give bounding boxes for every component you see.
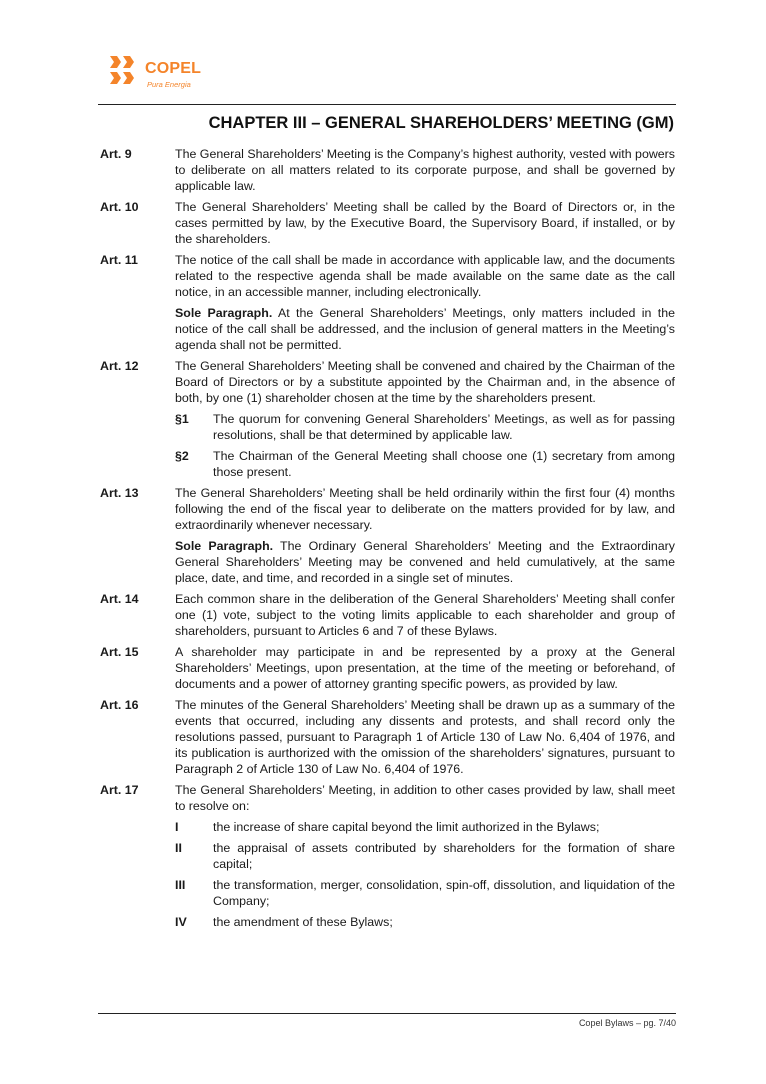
item-roman-numeral: III (175, 878, 186, 892)
item-text: the appraisal of assets contributed by shareholders for the formation of share capital; (213, 841, 675, 871)
articles-list (100, 146, 675, 940)
article-16 (100, 697, 675, 777)
article-17 (100, 782, 675, 935)
paragraph-mark: §1 (175, 412, 189, 426)
item-text: the increase of share capital beyond the limit authorized in the Bylaws; (213, 820, 600, 834)
paragraph-item (175, 411, 675, 443)
article-number: Art. 10 (100, 200, 139, 214)
sole-paragraph (175, 305, 675, 353)
article-number: Art. 17 (100, 783, 139, 797)
item-text: the amendment of these Bylaws; (213, 915, 393, 929)
paragraph-text: The Chairman of the General Meeting shall choose one (1) secretary from among those present. (213, 449, 675, 479)
sole-paragraph (175, 538, 675, 586)
header-divider (98, 104, 676, 105)
sole-paragraph-text: The Ordinary General Shareholders’ Meeting and the Extraordinary General Shareholders’ Meeting may be convened and held cumulatively, at the same place, date, and time, and recorded in a single set of minutes. (175, 539, 675, 585)
paragraph-mark: §2 (175, 449, 189, 463)
article-13 (100, 485, 675, 586)
item-roman-numeral: II (175, 841, 182, 855)
article-11 (100, 252, 675, 353)
page-footer: Copel Bylaws – pg. 7/40 (578, 1018, 676, 1028)
copel-logo (108, 52, 228, 96)
article-15 (100, 644, 675, 692)
sole-paragraph-label: Sole Paragraph. (175, 306, 273, 320)
item-text: the transformation, merger, consolidation, spin-off, dissolution, and liquidation of the Company; (213, 878, 675, 908)
article-text: The notice of the call shall be made in accordance with applicable law, and the documents related to the respective agenda shall be made available on the same date as the call notice, in an accessible manner, including electronically. (175, 253, 675, 299)
article-text: Each common share in the deliberation of the General Shareholders’ Meeting shall confer one (1) vote, subject to the voting limits applicable to each shareholder and group of shareholders, pursuant to Articles 6 and 7 of these Bylaws. (175, 592, 675, 638)
chapter-title: CHAPTER III – GENERAL SHAREHOLDERS’ MEETING (GM) (208, 114, 674, 132)
list-item (175, 840, 675, 872)
article-text: The General Shareholders’ Meeting shall be convened and chaired by the Chairman of the Board of Directors or by a substitute appointed by the Chairman and, in the absence of both, by one (1) shareholder chosen at the time by the shareholders present. (175, 359, 675, 405)
item-roman-numeral: I (175, 820, 179, 834)
sole-paragraph-label: Sole Paragraph. (175, 539, 274, 553)
list-item (175, 819, 675, 835)
article-number: Art. 13 (100, 486, 139, 500)
item-roman-numeral: IV (175, 915, 187, 929)
list-item (175, 914, 675, 930)
article-10 (100, 199, 675, 247)
article-number: Art. 11 (100, 253, 138, 267)
copel-logo-icon (108, 54, 140, 88)
sole-paragraph-text: At the General Shareholders’ Meetings, only matters included in the notice of the call shall be addressed, and the inclusion of general matters in the Meeting’s agenda shall not be permitted. (175, 306, 675, 352)
article-text: The General Shareholders’ Meeting shall be called by the Board of Directors or, in the cases permitted by law, by the Executive Board, the Supervisory Board, if installed, or by the shareholders. (175, 200, 675, 246)
logo-brand-text: COPEL (145, 60, 202, 77)
article-text: A shareholder may participate in and be represented by a proxy at the General Shareholders’ Meetings, upon presentation, at the time of the meeting or beforehand, of documents and a power of attorney granting specific powers, as provided by law. (175, 645, 675, 691)
article-text: The General Shareholders’ Meeting, in addition to other cases provided by law, shall meet to resolve on: (175, 783, 675, 813)
article-text: The minutes of the General Shareholders’ Meeting shall be drawn up as a summary of the events that occurred, including any dissents and protests, and shall record only the resolutions passed, pursuant to Paragraph 1 of Article 130 of Law No. 6,404 of 1976, and its publication is aurthorized with the omission of the shareholders’ signatures, pursuant to Paragraph 2 of Article 130 of Law No. 6,404 of 1976. (175, 698, 675, 776)
article-text: The General Shareholders’ Meeting shall be held ordinarily within the first four (4) months following the end of the fiscal year to deliberate on the matters provided for by law, and extraordinarily whenever necessary. (175, 486, 675, 532)
footer-divider (98, 1013, 676, 1014)
logo-tagline: Pura Energia (147, 80, 191, 89)
article-number: Art. 14 (100, 592, 139, 606)
article-text: The General Shareholders’ Meeting is the Company’s highest authority, vested with powers to deliberate on all matters related to its corporate purpose, and shall be governed by applicable law. (175, 147, 675, 193)
list-item (175, 877, 675, 909)
article-number: Art. 16 (100, 698, 139, 712)
article-9 (100, 146, 675, 194)
article-number: Art. 15 (100, 645, 139, 659)
article-number: Art. 9 (100, 147, 132, 161)
article-12 (100, 358, 675, 480)
paragraph-item (175, 448, 675, 480)
article-number: Art. 12 (100, 359, 139, 373)
paragraph-text: The quorum for convening General Shareholders’ Meetings, as well as for passing resolutions, shall be that determined by applicable law. (213, 412, 675, 442)
article-14 (100, 591, 675, 639)
